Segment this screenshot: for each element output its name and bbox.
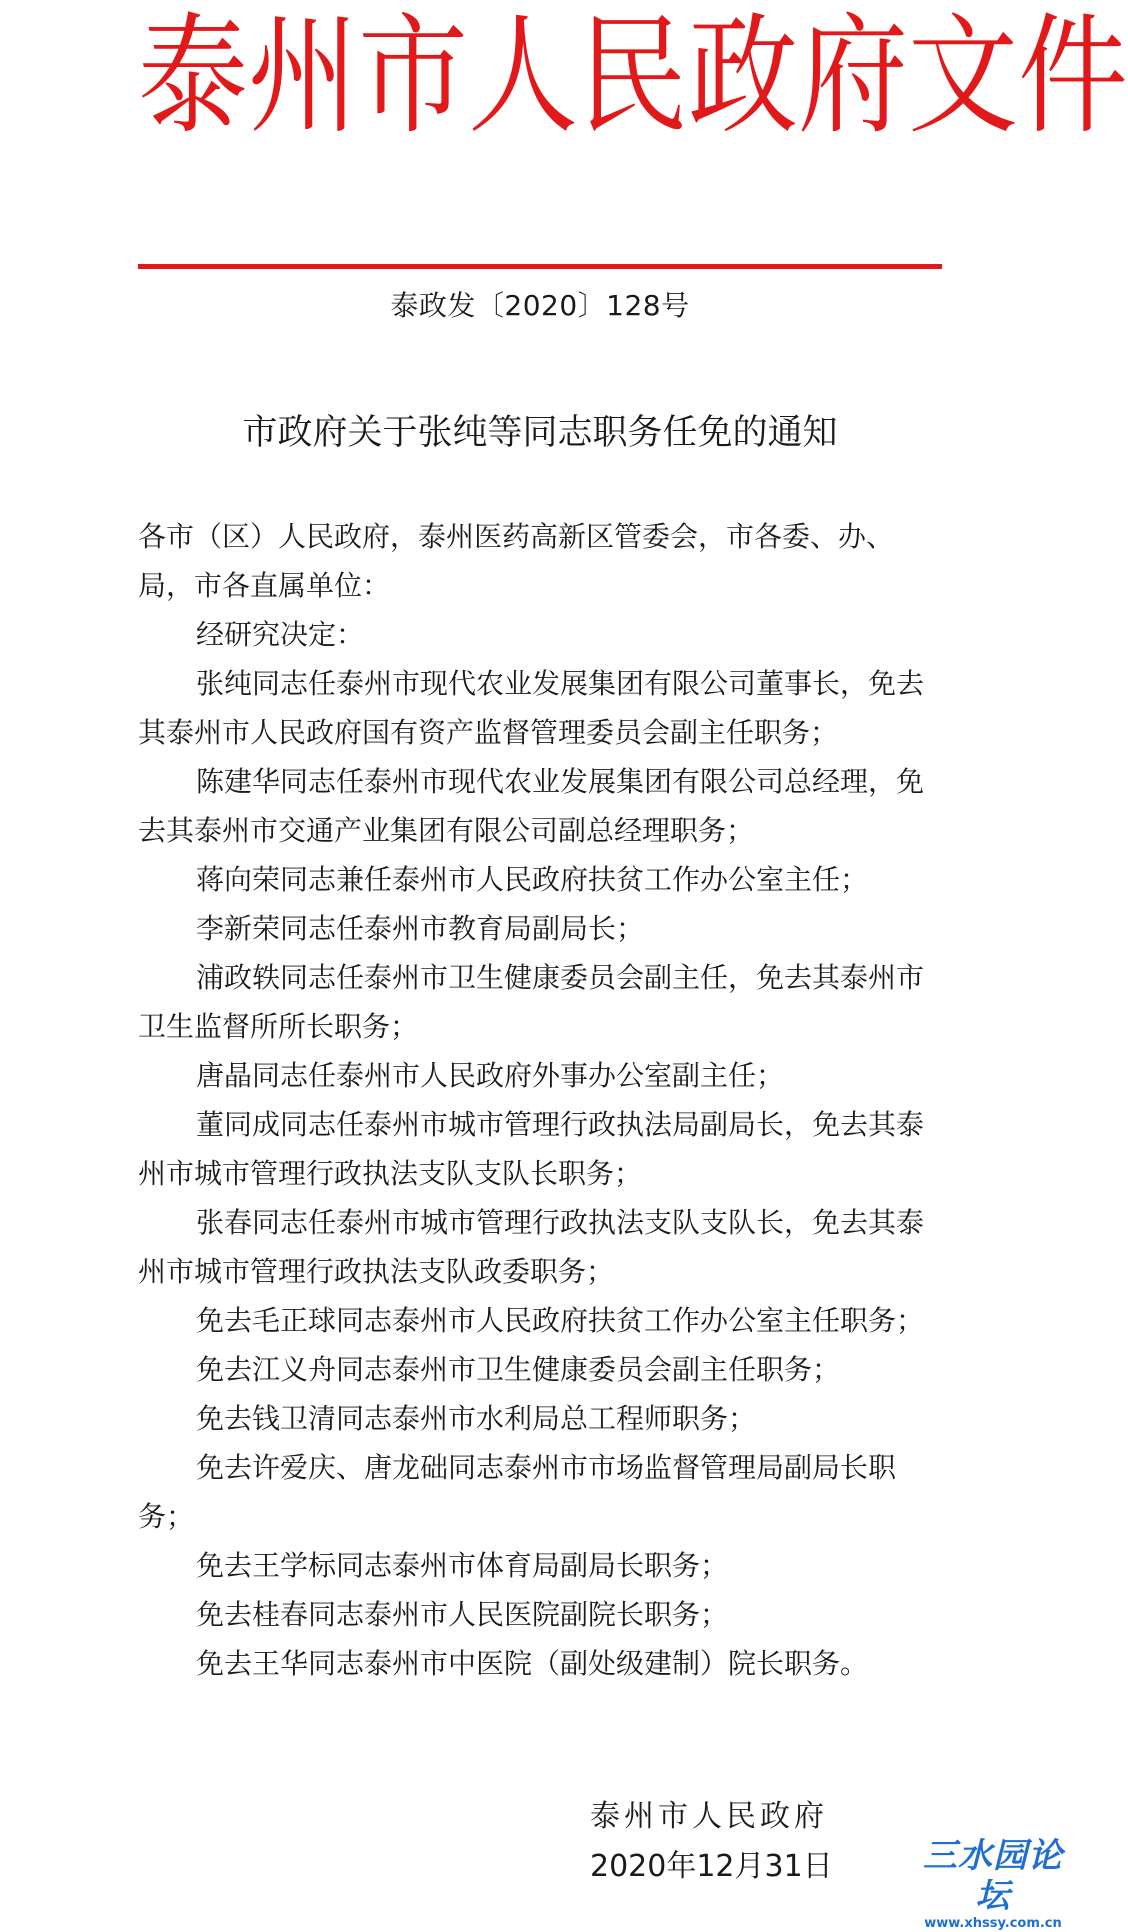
- masthead-char: 件: [1018, 0, 1128, 152]
- document-masthead: [138, 0, 1128, 152]
- body-paragraph: 经研究决定：: [196, 618, 365, 651]
- forum-watermark: [908, 1836, 1078, 1931]
- body-paragraph: 李新荣同志任泰州市教育局副局长；: [196, 912, 645, 945]
- body-paragraph: 免去毛正球同志泰州市人民政府扶贫工作办公室主任职务；: [196, 1304, 925, 1337]
- document-title: 市政府关于张纯等同志职务任免的通知: [242, 413, 838, 453]
- masthead-char: 州: [248, 0, 358, 152]
- body-paragraph: 张纯同志任泰州市现代农业发展集团有限公司董事长，免去其泰州市人民政府国有资产监督管理委员会副主任职务；: [138, 667, 925, 749]
- masthead-char: 泰: [138, 0, 248, 152]
- masthead-char: 政: [688, 0, 798, 152]
- body-paragraph: 免去钱卫清同志泰州市水利局总工程师职务；: [196, 1402, 757, 1435]
- watermark-logo-text: 三水园论坛: [923, 1836, 1063, 1916]
- masthead-char: 人: [468, 0, 578, 152]
- red-divider-line: [138, 264, 942, 269]
- body-paragraph: 唐晶同志任泰州市人民政府外事办公室副主任；: [196, 1059, 785, 1092]
- body-paragraph: 免去王华同志泰州市中医院（副处级建制）院长职务。: [196, 1647, 869, 1680]
- issue-date: 2020年12月31日: [590, 1849, 833, 1884]
- body-paragraph: 浦政轶同志任泰州市卫生健康委员会副主任，免去其泰州市卫生监督所所长职务；: [138, 961, 925, 1043]
- masthead-char: 文: [908, 0, 1018, 152]
- body-paragraph: 张春同志任泰州市城市管理行政执法支队支队长，免去其泰州市城市管理行政执法支队政委职务；: [138, 1206, 925, 1288]
- body-paragraph: 蒋向荣同志兼任泰州市人民政府扶贫工作办公室主任；: [196, 863, 869, 896]
- body-paragraph: 免去王学标同志泰州市体育局副局长职务；: [196, 1549, 729, 1582]
- body-paragraph: 免去桂春同志泰州市人民医院副院长职务；: [196, 1598, 729, 1631]
- masthead-char: 府: [798, 0, 908, 152]
- addressee-line: 各市（区）人民政府，泰州医药高新区管委会，市各委、办、局，市各直属单位：: [138, 520, 895, 602]
- masthead-char: 市: [358, 0, 468, 152]
- body-paragraph: 免去许爱庆、唐龙础同志泰州市市场监督管理局副局长职务；: [138, 1451, 897, 1533]
- masthead-char: 民: [578, 0, 688, 152]
- body-paragraph: 免去江义舟同志泰州市卫生健康委员会副主任职务；: [196, 1353, 841, 1386]
- body-paragraph: 陈建华同志任泰州市现代农业发展集团有限公司总经理，免去其泰州市交通产业集团有限公司副总经理职务；: [138, 765, 925, 847]
- issuing-authority: 泰州市人民政府: [590, 1799, 828, 1834]
- watermark-url: www.xhssy.com.cn: [924, 1916, 1062, 1931]
- document-body: [138, 512, 942, 1688]
- document-number: 泰政发〔2020〕128号: [390, 289, 690, 322]
- body-paragraph: 董同成同志任泰州市城市管理行政执法局副局长，免去其泰州市城市管理行政执法支队支队长职务；: [138, 1108, 925, 1190]
- signature-block: [590, 1792, 833, 1892]
